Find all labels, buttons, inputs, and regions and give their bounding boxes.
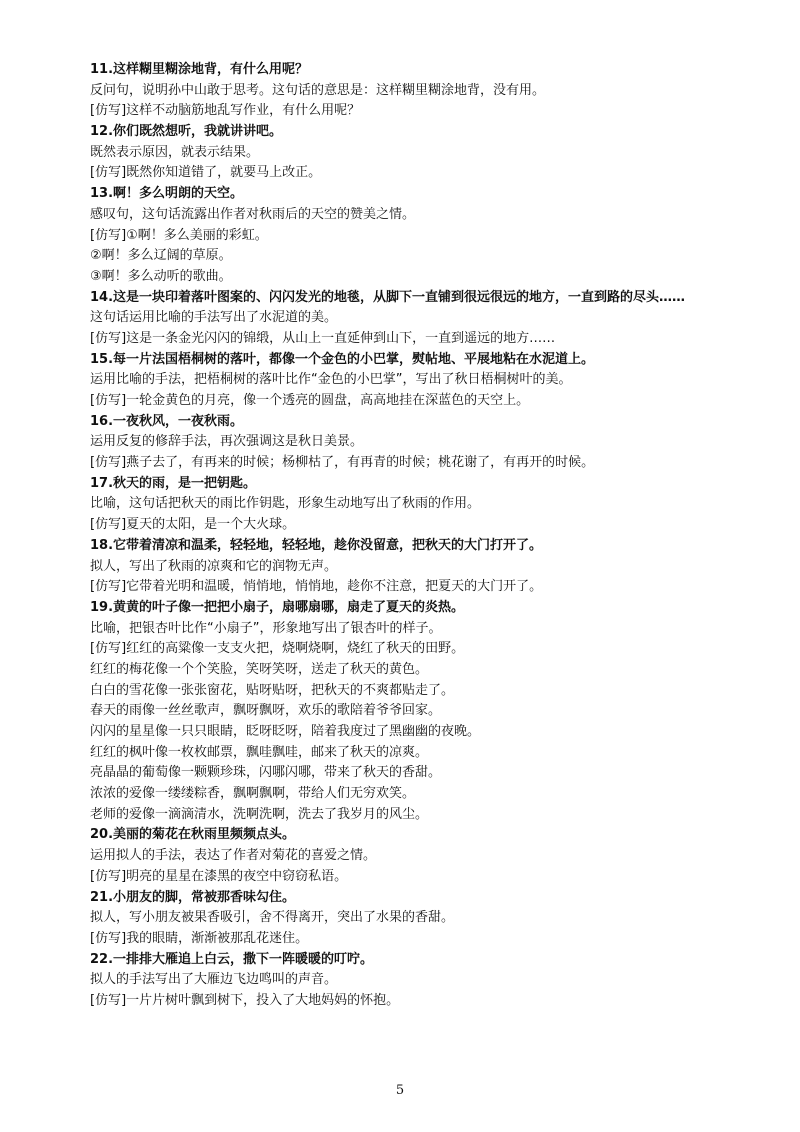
text-line: 亮晶晶的葡萄像一颗颗珍珠，闪哪闪哪，带来了秋天的香甜。: [90, 765, 442, 781]
text-line: 闪闪的星星像一只只眼睛，眨呀眨呀，陪着我度过了黑幽幽的夜晚。: [90, 724, 481, 739]
text-line: 拟人，写小朋友被果香吸引，舍不得离开，突出了水果的香甜。: [90, 910, 455, 926]
text-line: 这句话运用比喻的手法写出了水泥道的美。: [90, 310, 338, 326]
question-heading: 18.它带着清凉和温柔，轻轻地，轻轻地，趁你没留意，把秋天的大门打开了。: [90, 537, 543, 553]
question-heading: 13.啊！多么明朗的天空。: [90, 186, 244, 202]
question-heading: 21.小朋友的脚，常被那香味勾住。: [90, 889, 296, 905]
text-line: 红红的枫叶像一枚枚邮票，飘哇飘哇，邮来了秋天的凉爽。: [90, 744, 429, 760]
text-line: 红红的梅花像一个个笑脸，笑呀笑呀，送走了秋天的黄色。: [90, 661, 429, 677]
text-line: 运用比喻的手法，把梧桐树的落叶比作“金色的小巴掌”，写出了秋日梧桐树叶的美。: [90, 372, 572, 388]
question-heading: 22.一排排大雁追上白云，撒下一阵暖暖的叮咛。: [90, 951, 374, 967]
question-heading: 16.一夜秋风，一夜秋雨。: [90, 413, 244, 429]
text-line: 比喻，把银杏叶比作“小扇子”，形象地写出了银杏叶的样子。: [90, 620, 442, 636]
text-line: [仿写]这是一条金光闪闪的锦缎，从山上一直延伸到山下，一直到遥远的地方……: [90, 330, 556, 346]
text-line: [仿写]它带着光明和温暖，悄悄地，悄悄地，趁你不注意，把夏天的大门开了。: [90, 579, 543, 595]
question-heading: 11.这样糊里糊涂地背，有什么用呢？: [90, 62, 309, 77]
text-line: ③啊！多么动听的歌曲。: [90, 268, 232, 284]
text-line: 老师的爱像一滴滴清水，洗啊洗啊，洗去了我岁月的风尘。: [90, 806, 429, 822]
text-line: [仿写]既然你知道错了，就要马上改正。: [90, 165, 322, 181]
text-line: [仿写]燕子去了，有再来的时候；杨柳枯了，有再青的时候；桃花谢了，有再开的时候。: [90, 455, 595, 471]
text-line: 反问句，说明孙中山敢于思考。这句话的意思是：这样糊里糊涂地背，没有用。: [90, 82, 546, 98]
question-heading: 17.秋天的雨，是一把钥匙。: [90, 475, 257, 491]
document-body: [90, 60, 770, 1012]
question-heading: 19.黄黄的叶子像一把把小扇子，扇哪扇哪，扇走了夏天的炎热。: [90, 599, 465, 615]
text-line: [仿写]一片片树叶飘到树下，投入了大地妈妈的怀抱。: [90, 992, 400, 1008]
question-heading: 20.美丽的菊花在秋雨里频频点头。: [90, 827, 296, 843]
text-line: 拟人的手法写出了大雁边飞边鸣叫的声音。: [90, 972, 338, 988]
text-line: 春天的雨像一丝丝歌声，飘呀飘呀，欢乐的歌陪着爷爷回家。: [90, 703, 442, 719]
text-line: 感叹句，这句话流露出作者对秋雨后的天空的赞美之情。: [90, 206, 416, 222]
text-line: 既然表示原因，就表示结果。: [90, 144, 260, 160]
text-line: ②啊！多么辽阔的草原。: [90, 248, 232, 264]
text-line: [仿写]明亮的星星在漆黑的夜空中窃窃私语。: [90, 868, 348, 884]
text-line: 浓浓的爱像一缕缕粽香，飘啊飘啊，带给人们无穷欢笑。: [90, 786, 416, 802]
text-line: 运用反复的修辞手法，再次强调这是秋日美景。: [90, 434, 364, 450]
question-heading: 12.你们既然想听，我就讲讲吧。: [90, 124, 283, 140]
text-line: [仿写]我的眼睛，渐渐被那乱花迷住。: [90, 930, 309, 946]
question-heading: 14.这是一块印着落叶图案的、闪闪发光的地毯，从脚下一直铺到很远很远的地方，一直到路的尽头……: [90, 289, 686, 305]
text-line: 运用拟人的手法，表达了作者对菊花的喜爱之情。: [90, 848, 377, 864]
text-line: [仿写]这样不动脑筋地乱写作业，有什么用呢？: [90, 103, 361, 119]
text-line: 白白的雪花像一张张窗花，贴呀贴呀，把秋天的不爽都贴走了。: [90, 682, 455, 698]
page-number: 5: [395, 1083, 405, 1098]
text-line: [仿写]一轮金黄色的月亮，像一个透亮的圆盘，高高地挂在深蓝色的天空上。: [90, 393, 530, 408]
text-line: 拟人，写出了秋雨的凉爽和它的润物无声。: [90, 558, 338, 574]
text-line: [仿写]①啊！多么美丽的彩虹。: [90, 227, 268, 243]
question-heading: 15.每一片法国梧桐树的落叶，都像一个金色的小巴掌，熨帖地、平展地粘在水泥道上。: [90, 351, 595, 367]
text-line: [仿写]红红的高粱像一支支火把，烧啊烧啊，烧红了秋天的田野。: [90, 641, 465, 657]
text-line: [仿写]夏天的太阳，是一个大火球。: [90, 517, 296, 533]
text-line: 比喻，这句话把秋天的雨比作钥匙，形象生动地写出了秋雨的作用。: [90, 496, 481, 512]
